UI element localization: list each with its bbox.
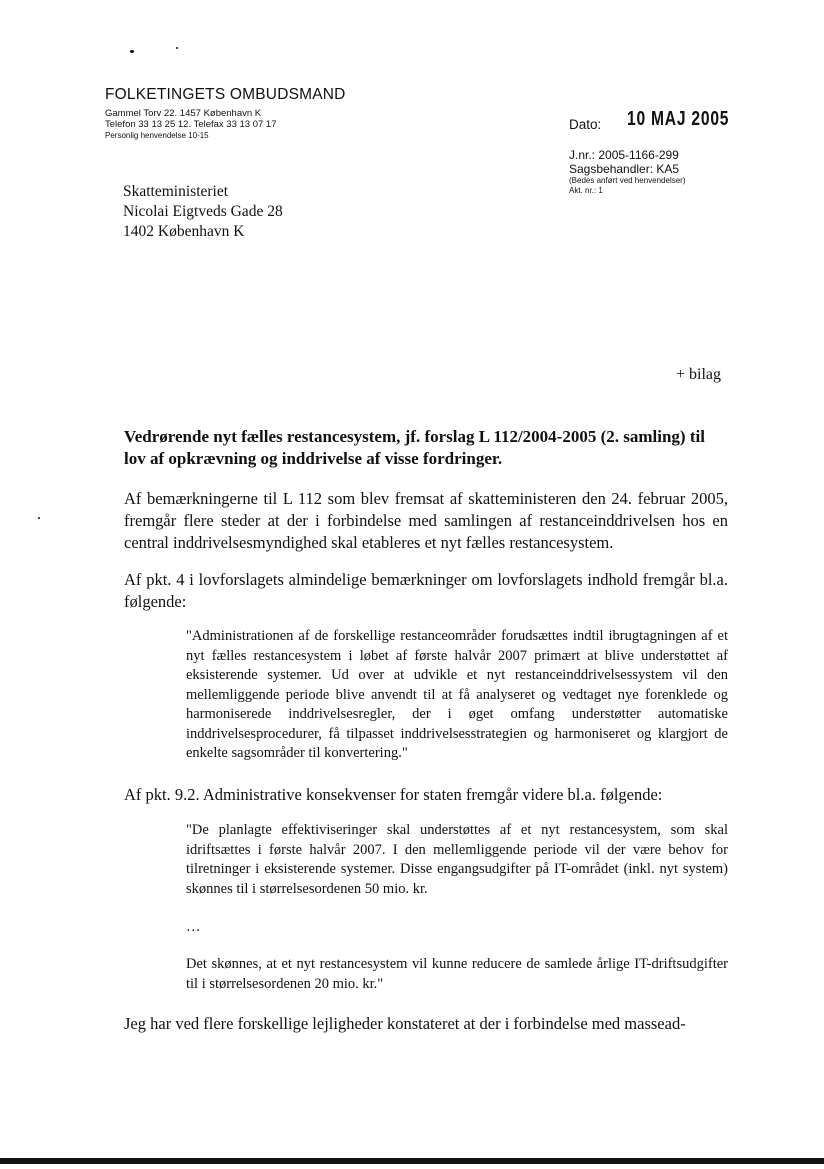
journal-number: J.nr.: 2005-1166-299 (569, 148, 679, 162)
sender-contact-block (105, 108, 277, 141)
sender-address: Gammel Torv 22. 1457 København K (105, 108, 262, 119)
date-label: Dato: (569, 117, 602, 132)
scan-speck (176, 47, 178, 49)
date-stamp: 10 MAJ 2005 (627, 108, 730, 130)
recipient-street: Nicolai Eigtveds Gade 28 (123, 203, 283, 220)
case-handler: Sagsbehandler: KA5 (569, 162, 680, 176)
recipient-city: 1402 København K (123, 223, 245, 240)
body-paragraph: Af pkt. 4 i lovforslagets almindelige bemærkninger om lovforslagets indhold fremgår bl.a. følgende: (124, 570, 728, 611)
scan-speck (130, 50, 134, 53)
body-paragraph: Jeg har ved flere forskellige lejligheder konstateret at der i forbindelse med massead- (124, 1014, 686, 1033)
quotation-ellipsis: … (186, 919, 201, 935)
body-paragraph: Af bemærkningerne til L 112 som blev fremsat af skatteministeren den 24. februar 2005, fremgår flere steder at der i forbindelse med samlingen af restanceinddrivelsen hos en central inddrivelsesmyndighed skal etableres et nyt fælles restancesystem. (124, 489, 728, 552)
sender-phone: Telefon 33 13 25 12. Telefax 33 13 07 17 (105, 119, 277, 130)
case-metadata (569, 148, 686, 196)
reference-note: (Bedes anført ved henvendelser) (569, 176, 686, 185)
letter-subject: Vedrørende nyt fælles restancesystem, jf. forslag L 112/2004-2005 (2. samling) til lov af opkrævning og inddrivelse af visse fordringer. (124, 427, 705, 468)
scan-edge-line (0, 1158, 824, 1164)
attachment-note: + bilag (676, 366, 722, 383)
sender-organization: FOLKETINGETS OMBUDSMAND (105, 86, 346, 103)
scan-speck (38, 517, 40, 519)
sender-hours: Personlig henvendelse 10-15 (105, 131, 209, 140)
quotation-block: "De planlagte effektiviseringer skal understøttes af et nyt restancesystem, som skal idriftsættes i første halvår 2007. I den mellemliggende periode vil der være behov for tilretninger i eksisterende systemer. Disse engangsudgifter på IT-området (inkl. nyt system) skønnes til i størrelsesordenen 50 mio. kr. (186, 822, 728, 897)
document-number: Akt. nr.: 1 (569, 186, 603, 195)
quotation-block: Det skønnes, at et nyt restancesystem vil kunne reducere de samlede årlige IT-driftsudgifter til i størrelsesordenen 20 mio. kr." (186, 956, 728, 992)
recipient-name: Skatteministeriet (123, 183, 229, 200)
body-paragraph: Af pkt. 9.2. Administrative konsekvenser for staten fremgår videre bl.a. følgende: (124, 785, 663, 804)
recipient-address (123, 182, 283, 242)
quotation-block: "Administrationen af de forskellige restanceområder forudsættes indtil ibrugtagningen af et nyt fælles restancesystem i løbet af første halvår 2007 primært at blive understøttet af eksisterende systemer. Ud over at udvikle et nyt restanceinddrivelsessystem vil den mellemliggende periode blive anvendt til at få analyseret og vedtaget nye forenklede og harmoniserede inddrivelsesregler, der i øget omfang understøtter automatiske inddrivelsesprocedurer, få tilpasset inddrivelsesstrategien og harmoniseret og klargjort de enkelte sagsområder til konvertering." (186, 628, 728, 761)
